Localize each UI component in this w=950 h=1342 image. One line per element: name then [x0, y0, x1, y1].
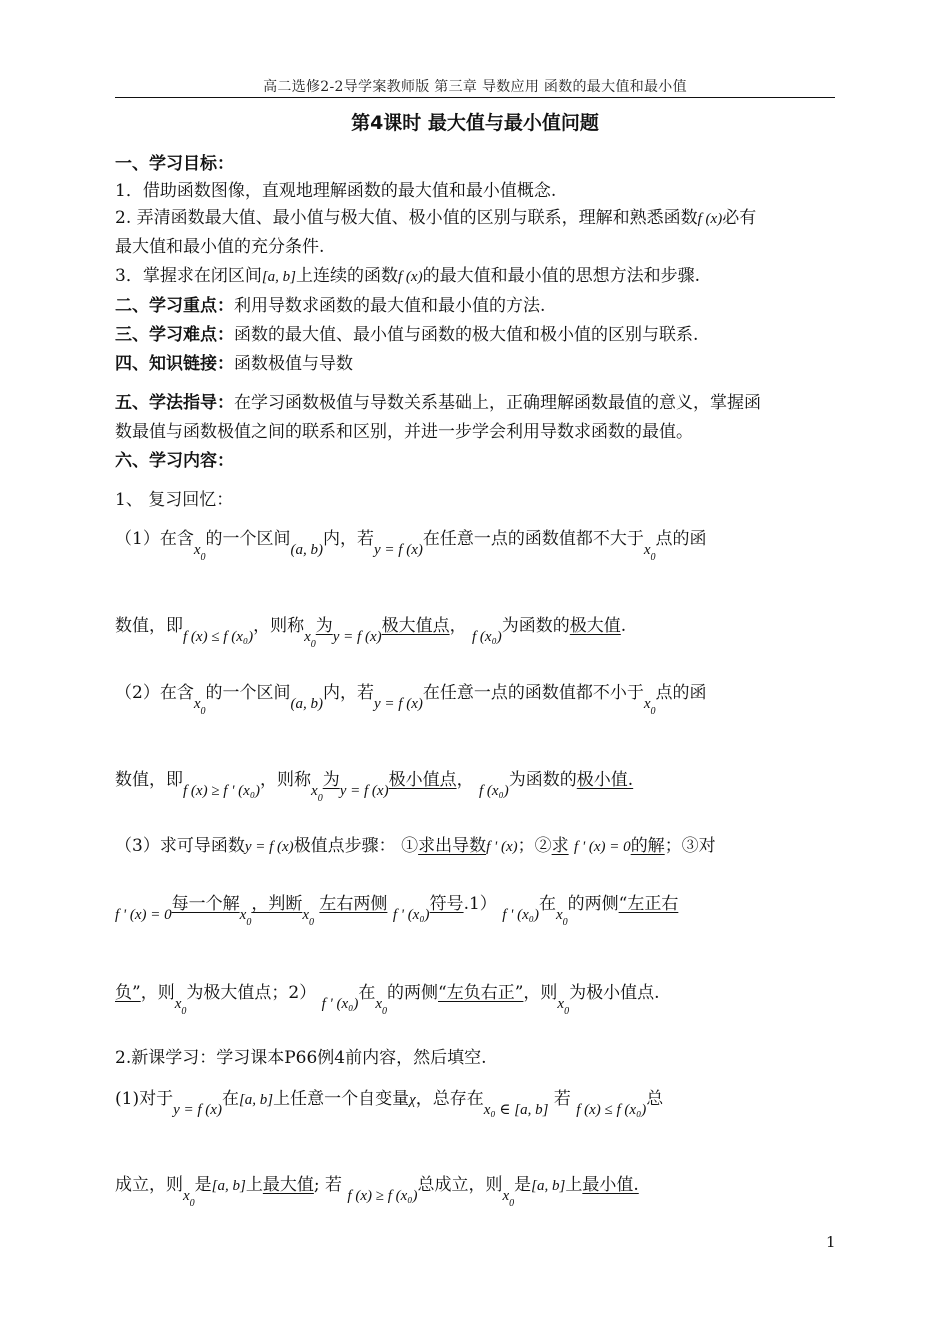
x: x: [557, 996, 565, 1012]
formula-y-eq-fx: y = f (x): [244, 839, 294, 855]
formula-chi: χ: [409, 1092, 416, 1108]
objective-3-tail: 的最大值和最小值的思想方法和步骤.: [422, 266, 700, 286]
fill-blank-left-neg: “左负右正”: [438, 983, 524, 1003]
new-lesson-line1: [115, 1088, 664, 1118]
formula-ineq-le: f (x) ≤ f (x₀): [183, 629, 254, 645]
fill-blank-min-value: 极小值.: [576, 770, 634, 790]
review-p2-line2: [115, 769, 634, 804]
text: ，: [456, 770, 474, 790]
subscript: 0: [200, 552, 206, 563]
x: x: [239, 907, 247, 923]
formula-interval: [a, b]: [261, 269, 297, 285]
objective-1: 1．借助函数图像，直观地理解函数的最大值和最小值概念.: [115, 181, 557, 201]
formula-fprime-x0: f ' (x₀): [392, 907, 430, 923]
formula-open-interval: (a, b): [290, 542, 323, 558]
text: 数值，即: [115, 770, 183, 790]
formula-x0: [239, 907, 252, 928]
section-4-heading: 四、知识链接：: [115, 354, 234, 374]
text: 上任意一个自变量: [273, 1089, 410, 1109]
x: x: [183, 1188, 190, 1204]
fill-blank-two-sides: 左右两侧: [319, 894, 388, 914]
text: 的两侧: [387, 983, 439, 1003]
text: ，则: [140, 983, 175, 1003]
review-p3-line1: [115, 835, 716, 858]
fill-blank-max-value: 极大值: [569, 616, 621, 636]
x: x: [193, 542, 201, 558]
formula-x0: [304, 629, 316, 650]
review-p1-line1: [115, 528, 707, 563]
fill-blank-max-value: 最大值: [262, 1175, 314, 1195]
formula-y-eq-fx: y = f (x): [374, 696, 423, 712]
text: （1）在含: [115, 529, 194, 549]
formula-x0: [193, 696, 206, 717]
text: 为函数的: [508, 770, 577, 790]
section-3-text: 函数的最大值、最小值与函数的极大值和极小值的区别与联系.: [234, 325, 699, 345]
formula-y-eq-fx: y = f (x): [339, 783, 389, 799]
formula-y-eq-fx: y = f (x): [332, 629, 382, 645]
fill-blank-min-value: 最小值.: [582, 1175, 639, 1195]
subscript: 0: [382, 1006, 388, 1017]
formula-open-interval: (a, b): [290, 696, 323, 712]
text: 总: [646, 1089, 664, 1109]
text: ；③对: [664, 836, 716, 856]
review-p3-line2: [115, 893, 679, 928]
fill-blank: 为: [315, 616, 333, 636]
text: 极值点步骤： ①: [293, 836, 419, 856]
formula-closed-interval: [a, b]: [531, 1178, 566, 1194]
formula-x0: [311, 783, 323, 804]
subscript: 0: [309, 917, 314, 928]
text: 的一个区间: [205, 529, 291, 549]
text: .1）: [463, 894, 497, 914]
fill-blank: 为: [322, 770, 340, 790]
formula-ineq-ge: f (x) ≥ f ' (x₀): [183, 783, 261, 799]
section-2: [115, 295, 545, 317]
text: 是: [514, 1175, 532, 1195]
formula-fx0: f (x₀): [478, 783, 509, 799]
x: x: [375, 996, 383, 1012]
review-heading: 1、 复习回忆：: [115, 490, 234, 510]
x: x: [643, 696, 651, 712]
formula-x0: [557, 996, 570, 1017]
text: 点的函: [655, 683, 707, 703]
fill-blank-neg: 负”: [115, 983, 141, 1003]
formula-x0: [183, 1188, 195, 1209]
review-p2-line1: [115, 682, 707, 717]
text: 在: [538, 894, 556, 914]
text: ，则称: [253, 616, 305, 636]
subscript: 0: [310, 639, 316, 650]
page-title: 第4课时 最大值与最小值问题: [351, 112, 599, 134]
section-5-text: 在学习函数极值与导数关系基础上，正确理解函数最值的意义，掌握函: [234, 393, 761, 413]
fill-blank-judge: ，判断: [251, 894, 303, 914]
text: ；②: [517, 836, 552, 856]
text: 为极小值点.: [569, 983, 660, 1003]
formula-x0: [302, 907, 314, 928]
formula-fx: f (x): [697, 211, 723, 227]
review-p1-line2: [115, 615, 627, 650]
text: 上: [565, 1175, 583, 1195]
subscript: 0: [189, 1198, 195, 1209]
section-4: [115, 353, 353, 375]
section-4-text: 函数极值与导数: [234, 354, 353, 374]
text: 的两侧: [567, 894, 619, 914]
review-p3-line3: [115, 982, 660, 1017]
subscript: 0: [200, 706, 206, 717]
fill-blank-derivative: 求出导数: [418, 836, 487, 856]
fill-blank-left-pos: “左正右: [618, 894, 679, 914]
text: ; 若: [313, 1175, 342, 1195]
formula-x0-in-interval: x₀ ∈ [a, b]: [483, 1102, 549, 1118]
text: 内，若: [323, 529, 374, 549]
text: 数值，即: [115, 616, 183, 636]
text: 点的函: [655, 529, 707, 549]
formula-fprime: f ' (x): [486, 839, 518, 855]
page-number: 1: [826, 1233, 836, 1251]
text: .: [620, 616, 627, 636]
new-lesson-line2: [115, 1174, 639, 1209]
section-5-continued: 数最值与函数极值之间的联系和区别，并进一步学会利用导数求函数的最值。: [115, 422, 693, 442]
text: ，则: [523, 983, 558, 1003]
subscript: 0: [246, 917, 252, 928]
formula-ineq-le: f (x) ≤ f (x₀): [576, 1102, 647, 1118]
formula-fx0: f (x₀): [472, 629, 502, 645]
fill-blank-each-solution: 每一个解: [171, 894, 240, 914]
formula-x0: [643, 696, 656, 717]
fill-blank-solve: 求: [551, 836, 569, 856]
fill-blank-sign: 符号: [429, 894, 464, 914]
x: x: [502, 1188, 510, 1204]
text: （3）求可导函数: [115, 836, 245, 856]
text: ，则称: [260, 770, 312, 790]
subscript: 0: [317, 793, 323, 804]
x: x: [302, 907, 309, 923]
section-5: [115, 392, 761, 414]
text: 内，若: [323, 683, 374, 703]
subscript: 0: [650, 552, 656, 563]
header-rule: [115, 97, 835, 98]
text: 为极大值点；2）: [186, 983, 317, 1003]
formula-fx: f (x): [398, 269, 423, 285]
text: 总成立，则: [417, 1175, 503, 1195]
objective-3: [115, 265, 700, 288]
section-3-heading: 三、学习难点：: [115, 325, 234, 345]
formula-closed-interval: [a, b]: [238, 1092, 274, 1108]
page-header: 高二选修2-2导学案教师版 第三章 导数应用 函数的最大值和最小值: [263, 79, 687, 95]
formula-x0: [375, 996, 388, 1017]
text: 是: [194, 1175, 212, 1195]
formula-fprime-eq-0: f ' (x) = 0: [115, 907, 172, 923]
formula-fprime-x0: f ' (x₀): [321, 996, 359, 1012]
new-lesson-heading: 2.新课学习：学习课本P66例4前内容，然后填空.: [115, 1048, 487, 1068]
text: 上: [245, 1175, 263, 1195]
formula-x0: [502, 1188, 515, 1209]
text: 成立，则: [115, 1175, 183, 1195]
formula-x0: [193, 542, 206, 563]
subscript: 0: [509, 1198, 515, 1209]
formula-x0: [555, 907, 568, 928]
x: x: [643, 542, 651, 558]
text: 在任意一点的函数值都不小于: [422, 683, 644, 703]
x: x: [193, 696, 201, 712]
formula-x0: [643, 542, 656, 563]
section-6-heading: 六、学习内容：: [115, 451, 234, 471]
section-2-text: 利用导数求函数的最大值和最小值的方法.: [234, 296, 546, 316]
text: (1)对于: [115, 1089, 174, 1109]
x: x: [174, 996, 182, 1012]
text: 若: [553, 1089, 571, 1109]
x: x: [304, 629, 311, 645]
objective-2-continued: 最大值和最小值的充分条件.: [115, 237, 325, 257]
formula-ineq-ge: f (x) ≥ f (x₀): [347, 1188, 418, 1204]
x: x: [311, 783, 318, 799]
subscript: 0: [181, 1006, 187, 1017]
formula-y-eq-fx: y = f (x): [374, 542, 423, 558]
text: 在: [221, 1089, 239, 1109]
subscript: 0: [562, 917, 568, 928]
x: x: [555, 907, 563, 923]
formula-fprime-x0: f ' (x₀): [502, 907, 539, 923]
formula-closed-interval: [a, b]: [211, 1178, 246, 1194]
subscript: 0: [564, 1006, 570, 1017]
objective-2-text: 2. 弄清函数最大值、最小值与极大值、极小值的区别与联系，理解和熟悉函数: [115, 208, 698, 228]
fill-blank-max-point: 极大值点: [381, 616, 450, 636]
objective-2-tail: 必有: [722, 208, 757, 228]
text: 为函数的: [501, 616, 570, 636]
formula-y-eq-fx: y = f (x): [173, 1102, 222, 1118]
text: 在任意一点的函数值都不大于: [422, 529, 644, 549]
text: ，总存在: [415, 1089, 484, 1109]
section-2-heading: 二、学习重点：: [115, 296, 234, 316]
text: 的一个区间: [205, 683, 291, 703]
text: ，: [449, 616, 467, 636]
objective-2: [115, 207, 756, 230]
formula-x0: [174, 996, 187, 1017]
fill-blank-min-point: 极小值点: [388, 770, 457, 790]
formula-fprime-eq-0: f ' (x) = 0: [574, 839, 631, 855]
text: 在: [358, 983, 376, 1003]
text: （2）在含: [115, 683, 194, 703]
objective-3-text: 3．掌握求在闭区间: [115, 266, 262, 286]
objective-3-mid: 上连续的函数: [296, 266, 399, 286]
section-3: [115, 324, 698, 346]
section-1-heading: 一、学习目标：: [115, 154, 234, 174]
fill-blank-solution: 的解: [630, 836, 665, 856]
subscript: 0: [650, 706, 656, 717]
section-5-heading: 五、学法指导：: [115, 393, 234, 413]
